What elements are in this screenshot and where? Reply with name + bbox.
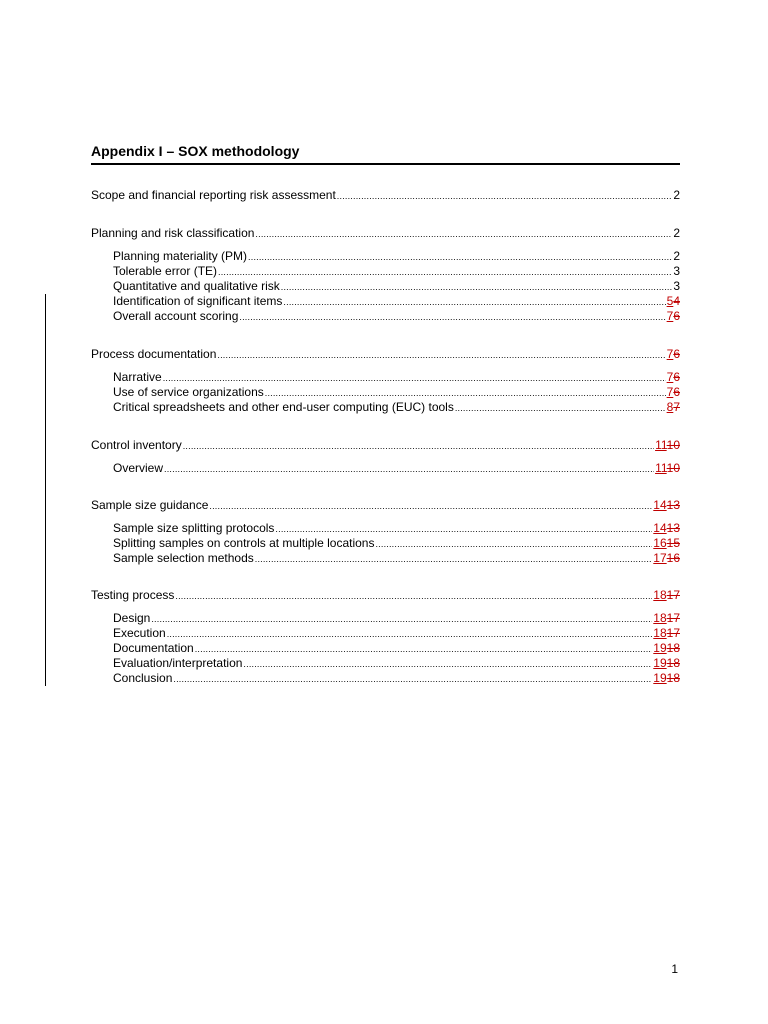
toc-dot-leader xyxy=(218,265,672,280)
toc-entry-label: Overview xyxy=(113,461,164,475)
toc-entry-label: Narrative xyxy=(113,370,162,384)
toc-dot-leader xyxy=(265,386,666,401)
toc-entry[interactable] xyxy=(91,347,680,363)
toc-entry[interactable] xyxy=(113,641,680,657)
toc-dot-leader xyxy=(167,627,653,642)
toc-entry-label: Testing process xyxy=(91,588,175,602)
toc-entry-label: Critical spreadsheets and other end-user computing (EUC) tools xyxy=(113,400,454,414)
toc-dot-leader xyxy=(173,672,652,687)
toc-dot-leader xyxy=(195,642,653,657)
toc-dot-leader xyxy=(455,401,666,416)
toc-entry[interactable] xyxy=(113,551,680,567)
toc-dot-leader xyxy=(163,371,666,386)
toc-entry[interactable] xyxy=(113,294,680,310)
toc-page-number: 1716 xyxy=(653,551,680,565)
toc-page-number: 2 xyxy=(673,226,680,240)
toc-page-number: 1918 xyxy=(653,641,680,655)
toc-entry[interactable] xyxy=(91,498,680,514)
toc-entry-label: Design xyxy=(113,611,151,625)
toc-entry-label: Tolerable error (TE) xyxy=(113,264,218,278)
toc-dot-leader xyxy=(275,522,652,537)
toc-entry-label: Control inventory xyxy=(91,438,182,452)
toc-page-number: 1615 xyxy=(653,536,680,550)
toc-page-number: 1413 xyxy=(653,521,680,535)
toc-dot-leader xyxy=(175,589,652,604)
toc-entry-label: Identification of significant items xyxy=(113,294,283,308)
toc-page-number: 1817 xyxy=(653,588,680,602)
toc-entry[interactable] xyxy=(91,438,680,454)
toc-page-number: 3 xyxy=(673,264,680,278)
toc-entry-label: Planning materiality (PM) xyxy=(113,249,248,263)
toc-dot-leader xyxy=(255,552,653,567)
toc-dot-leader xyxy=(183,439,654,454)
toc-page-number: 1918 xyxy=(653,671,680,685)
toc-entry-label: Execution xyxy=(113,626,166,640)
toc-page-number: 76 xyxy=(666,347,680,361)
toc-entry-label: Conclusion xyxy=(113,671,173,685)
toc-entry[interactable] xyxy=(113,461,680,477)
toc-dot-leader xyxy=(217,348,665,363)
toc-entry-label: Evaluation/interpretation xyxy=(113,656,243,670)
toc-entry-label: Overall account scoring xyxy=(113,309,239,323)
toc-entry-label: Use of service organizations xyxy=(113,385,264,399)
toc-dot-leader xyxy=(255,227,672,242)
toc-entry[interactable] xyxy=(113,521,680,537)
toc-page-number: 76 xyxy=(666,309,680,323)
toc-entry-label: Sample size guidance xyxy=(91,498,209,512)
toc-entry[interactable] xyxy=(113,626,680,642)
toc-entry-label: Splitting samples on controls at multiple locations xyxy=(113,536,375,550)
toc-entry[interactable] xyxy=(113,671,680,687)
toc-entry[interactable] xyxy=(113,370,680,386)
toc-page-number: 1110 xyxy=(655,461,680,475)
toc-entry-label: Process documentation xyxy=(91,347,217,361)
toc-page-number: 76 xyxy=(666,370,680,384)
toc-page-number: 1110 xyxy=(655,438,680,452)
toc-page-number: 2 xyxy=(673,249,680,263)
toc-dot-leader xyxy=(243,657,652,672)
toc-page-number: 1413 xyxy=(653,498,680,512)
document-title: Appendix I – SOX methodology xyxy=(91,143,300,159)
toc-dot-leader xyxy=(281,280,673,295)
toc-page-number: 1918 xyxy=(653,656,680,670)
toc-dot-leader xyxy=(239,310,665,325)
toc-page-number: 3 xyxy=(673,279,680,293)
toc-entry-label: Sample size splitting protocols xyxy=(113,521,275,535)
toc-entry-label: Documentation xyxy=(113,641,194,655)
toc-dot-leader xyxy=(248,250,672,265)
toc-entry[interactable] xyxy=(113,264,680,280)
toc-entry-label: Quantitative and qualitative risk xyxy=(113,279,280,293)
toc-dot-leader xyxy=(151,612,652,627)
toc-page-number: 76 xyxy=(666,385,680,399)
toc-entry[interactable] xyxy=(91,588,680,604)
toc-page-number: 54 xyxy=(666,294,680,308)
toc-page-number: 87 xyxy=(666,400,680,414)
toc-entry[interactable] xyxy=(91,188,680,204)
toc-entry[interactable] xyxy=(113,249,680,265)
toc-page-number: 1817 xyxy=(653,611,680,625)
toc-entry[interactable] xyxy=(113,656,680,672)
page-number: 1 xyxy=(671,962,678,976)
toc-entry[interactable] xyxy=(113,611,680,627)
toc-page-number: 1817 xyxy=(653,626,680,640)
toc-entry[interactable] xyxy=(91,226,680,242)
toc-entry[interactable] xyxy=(113,385,680,401)
toc-dot-leader xyxy=(209,499,652,514)
toc-entry-label: Planning and risk classification xyxy=(91,226,255,240)
toc-dot-leader xyxy=(164,462,654,477)
toc-dot-leader xyxy=(337,189,673,204)
toc-page-number: 2 xyxy=(673,188,680,202)
toc-entry[interactable] xyxy=(113,400,680,416)
toc-dot-leader xyxy=(375,537,652,552)
toc-entry[interactable] xyxy=(113,279,680,295)
toc-entry-label: Scope and financial reporting risk assessment xyxy=(91,188,336,202)
toc-entry-label: Sample selection methods xyxy=(113,551,254,565)
toc-dot-leader xyxy=(283,295,665,310)
toc-entry[interactable] xyxy=(113,309,680,325)
toc-entry[interactable] xyxy=(113,536,680,552)
